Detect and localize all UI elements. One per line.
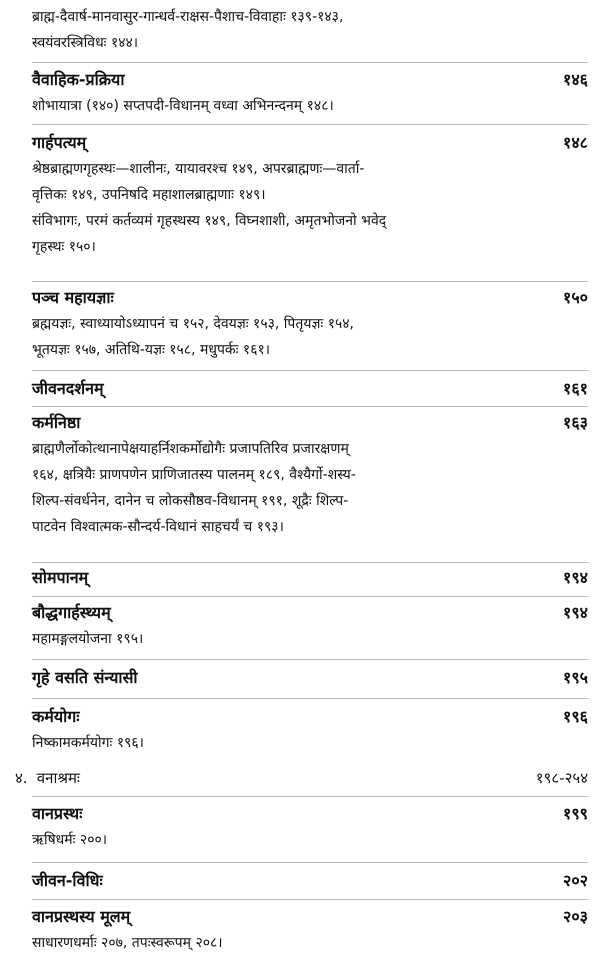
toc-entry [32, 410, 588, 540]
entry-title: बौद्धगार्हस्थ्यम् [32, 603, 111, 622]
entry-page-number: २०३ [563, 907, 588, 926]
text-line: साधारणधर्माः २०७, तपःस्वरूपम् २०८। [32, 935, 223, 951]
text-line: शिल्प-संवर्धनेन, दानेन च लोकसौष्ठव-विधानम् १९१, शूद्रैः शिल्प- [32, 493, 349, 509]
entry-page-number: १९५ [563, 668, 588, 687]
text-line: गृहस्थः १५०। [32, 239, 96, 255]
divider [32, 596, 588, 597]
toc-entry [32, 67, 588, 119]
entry-page-number: १४८ [563, 133, 588, 152]
entry-title: पञ्च महायज्ञाः [32, 288, 114, 307]
section-title: वनाश्रमः [36, 769, 80, 787]
toc-entry [32, 285, 588, 363]
toc-entry [32, 665, 588, 691]
section-page-range: १९८-२५४ [535, 769, 588, 787]
entry-page-number: १९४ [563, 603, 588, 622]
entry-page-number: १९४ [563, 568, 588, 587]
entry-title: कर्मनिष्ठा [32, 413, 81, 432]
toc-entry [32, 704, 588, 756]
text-line: ब्राह्मणैर्लोकोत्थानापेक्षयाहर्निशकर्मोद्योगैः प्रजापतिरिव प्रजारक्षणम् [32, 441, 349, 457]
divider [32, 62, 588, 63]
divider [32, 370, 588, 371]
text-line: ब्राह्म-दैवार्ष-मानवासुर-गान्धर्व-राक्षस-पैशाच-विवाहाः १३९-१४३, [32, 9, 344, 25]
section-number: ४. [15, 769, 28, 787]
divider [32, 796, 588, 797]
text-line: भूतयज्ञः १५७, अतिथि-यज्ञः १५८, मधुपर्कः १६१। [32, 342, 271, 358]
entry-title: कर्मयोगः [32, 707, 80, 726]
entry-page-number: १५० [563, 288, 588, 307]
text-line: संविभागः, परमं कर्तव्यमं गृहस्थस्य १४९, विघ्नशाशी, अमृतभोजनो भवेद् [32, 213, 387, 229]
entry-title: जीवनदर्शनम् [32, 379, 104, 398]
continuation-block [32, 4, 588, 56]
entry-title: गृहे वसति संन्यासी [32, 668, 138, 687]
entry-page-number: १९९ [563, 804, 588, 823]
divider [32, 562, 588, 563]
toc-entry [32, 904, 588, 956]
text-line: महामङ्गलयोजना १९५। [32, 631, 144, 647]
toc-entry [32, 376, 588, 402]
text-line: पाटवेन विश्वात्मक-सौन्दर्य-विधानं साहचर्यं च १९३। [32, 519, 284, 535]
entry-title: गार्हपत्यम् [32, 133, 87, 152]
toc-entry [32, 130, 588, 260]
text-line: निष्कामकर्मयोगः १९६। [32, 735, 144, 751]
text-line: ऋषिधर्मः २००। [32, 832, 108, 848]
text-line: शोभायात्रा (१४०) सप्तपदी-विधानम् वध्वा अभिनन्दनम् १४८। [32, 98, 334, 114]
entry-page-number: १९६ [563, 707, 588, 726]
divider [32, 698, 588, 699]
toc-entry [32, 565, 588, 591]
entry-page-number: २०२ [563, 871, 588, 890]
divider [32, 899, 588, 900]
divider [32, 406, 588, 407]
toc-entry [32, 801, 588, 853]
divider [32, 124, 588, 125]
divider [32, 659, 588, 660]
text-line: श्रेष्ठब्राह्मणगृहस्थः—शालीनः, यायावरश्च १४९, अपरब्राह्मणः—वार्ता- [32, 161, 365, 177]
divider [32, 281, 588, 282]
entry-page-number: १६३ [563, 413, 588, 432]
entry-title: सोमपानम् [32, 568, 89, 587]
text-line: १६४, क्षत्रियैः प्राणपणेन प्राणिजातस्य पालनम् १८९, वैश्यैर्गो-शस्य- [32, 467, 356, 483]
text-line: वृत्तिकः १४९, उपनिषदि महाशालब्राह्मणाः १४९। [32, 187, 266, 203]
entry-title: वानप्रस्थः [32, 804, 83, 823]
toc-entry [32, 868, 588, 894]
text-line: स्वयंवरस्त्रिविधः १४४। [32, 35, 139, 51]
entry-title: वैवाहिक-प्रक्रिया [32, 70, 125, 89]
text-line: ब्रह्मयज्ञः, स्वाध्यायोऽध्यापनं च १५२, देवयज्ञः १५३, पितृयज्ञः १५४, [32, 316, 354, 332]
toc-entry [32, 600, 588, 652]
entry-title: वानप्रस्थस्य मूलम् [32, 907, 131, 926]
entry-title: जीवन-विधिः [32, 871, 103, 890]
entry-page-number: १४६ [563, 70, 588, 89]
divider [32, 862, 588, 863]
section-heading [15, 765, 588, 791]
entry-page-number: १६१ [563, 379, 588, 398]
